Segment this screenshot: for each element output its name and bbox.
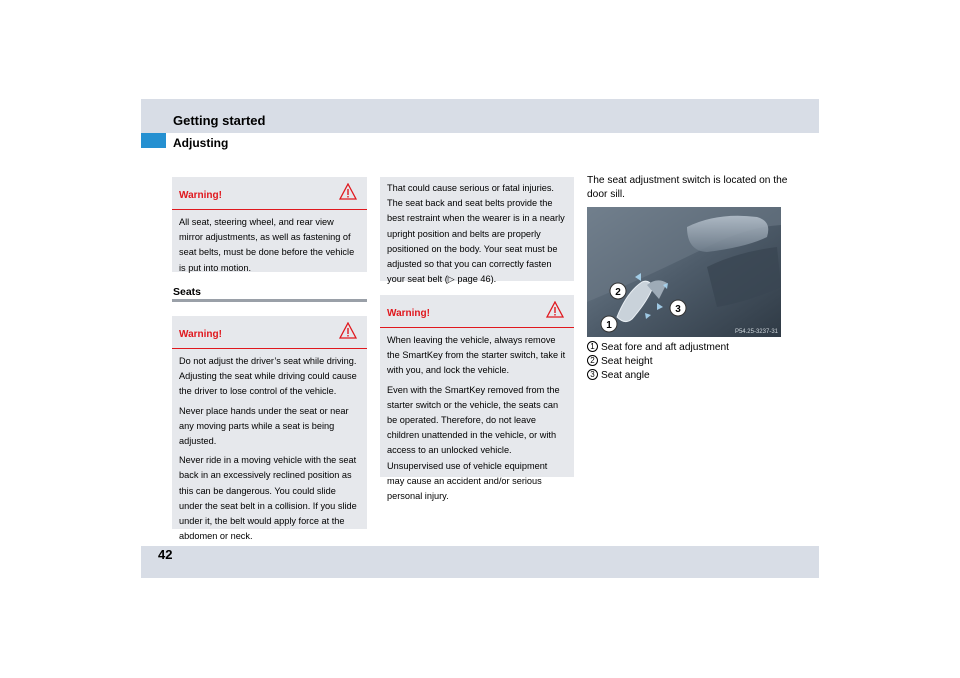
warning-paragraph: Even with the SmartKey removed from the starter switch or the vehicle, the seats can be operated. Therefore, do not leave children unattended in the vehicle, or with access to an unlocked vehicle. Unsupervised use of vehicle equipment may cause an accident and/or serious personal injury. bbox=[387, 384, 560, 502]
warning-triangle-icon bbox=[546, 301, 564, 318]
warning-box-3 bbox=[380, 295, 574, 502]
legend-item bbox=[587, 369, 729, 383]
photo-illustration bbox=[587, 207, 781, 337]
page-number: 42 bbox=[158, 547, 173, 562]
seats-heading: Seats bbox=[173, 286, 202, 298]
warning-continued-box bbox=[380, 177, 574, 285]
warning-triangle-icon bbox=[339, 183, 357, 200]
photo-code: P54.25-3237-31 bbox=[734, 329, 778, 335]
heading-rule bbox=[172, 299, 367, 302]
warning-box-1 bbox=[172, 177, 367, 272]
section-marker bbox=[141, 133, 166, 148]
warning-paragraph: Never place hands under the seat or near any moving parts while a seat is being adjusted. bbox=[179, 405, 349, 447]
seat-switch-photo bbox=[587, 207, 781, 337]
warning-paragraph: Do not adjust the driver’s seat while driving. Adjusting the seat while driving could cause the driver to lose control of the vehicle. bbox=[179, 356, 357, 397]
warning-paragraph: When leaving the vehicle, always remove the SmartKey from the starter switch, take it with you, and lock the vehicle. bbox=[387, 335, 566, 376]
legend-number: 3 bbox=[587, 369, 598, 380]
warning-title: Warning! bbox=[179, 329, 222, 340]
warning-header bbox=[172, 316, 367, 349]
callout-2: 2 bbox=[615, 287, 621, 298]
warning-paragraph: All seat, steering wheel, and rear view mirror adjustments, as well as fastening of seat belts, must be done before the vehicle is put into motion. bbox=[179, 217, 355, 273]
section-title: Adjusting bbox=[173, 136, 229, 150]
legend-label: Seat height bbox=[601, 356, 653, 367]
legend-item bbox=[587, 355, 729, 369]
warning-header bbox=[172, 177, 367, 210]
chapter-title: Getting started bbox=[173, 113, 266, 128]
warning-paragraph: That could cause serious or fatal injuries. The seat back and seat belts provide the best restraint when the wearer is in a nearly upright position and belts are properly positioned on the body. Your seat must be adjusted so that you can correctly fasten your seat belt (▷ page 46). bbox=[387, 183, 565, 285]
legend-list bbox=[587, 341, 729, 383]
warning-title: Warning! bbox=[179, 190, 222, 201]
intro-text: The seat adjustment switch is located on the door sill. bbox=[587, 175, 788, 200]
callout-1: 1 bbox=[606, 320, 612, 331]
legend-item bbox=[587, 341, 729, 355]
legend-label: Seat angle bbox=[601, 370, 650, 381]
warning-header bbox=[380, 295, 574, 328]
footer-band bbox=[141, 546, 819, 578]
legend-number: 1 bbox=[587, 341, 598, 352]
warning-box-2 bbox=[172, 316, 367, 542]
header-subband bbox=[166, 133, 819, 151]
legend-number: 2 bbox=[587, 355, 598, 366]
callout-3: 3 bbox=[675, 304, 681, 315]
warning-title: Warning! bbox=[387, 308, 430, 319]
warning-paragraph: Never ride in a moving vehicle with the seat back in an excessively reclined position as this can be dangerous. You could slide under the seat belt in a collision. If you slide under it, the belt would apply force at the abdomen or neck. bbox=[179, 455, 357, 542]
legend-label: Seat fore and aft adjustment bbox=[601, 342, 729, 353]
warning-triangle-icon bbox=[339, 322, 357, 339]
